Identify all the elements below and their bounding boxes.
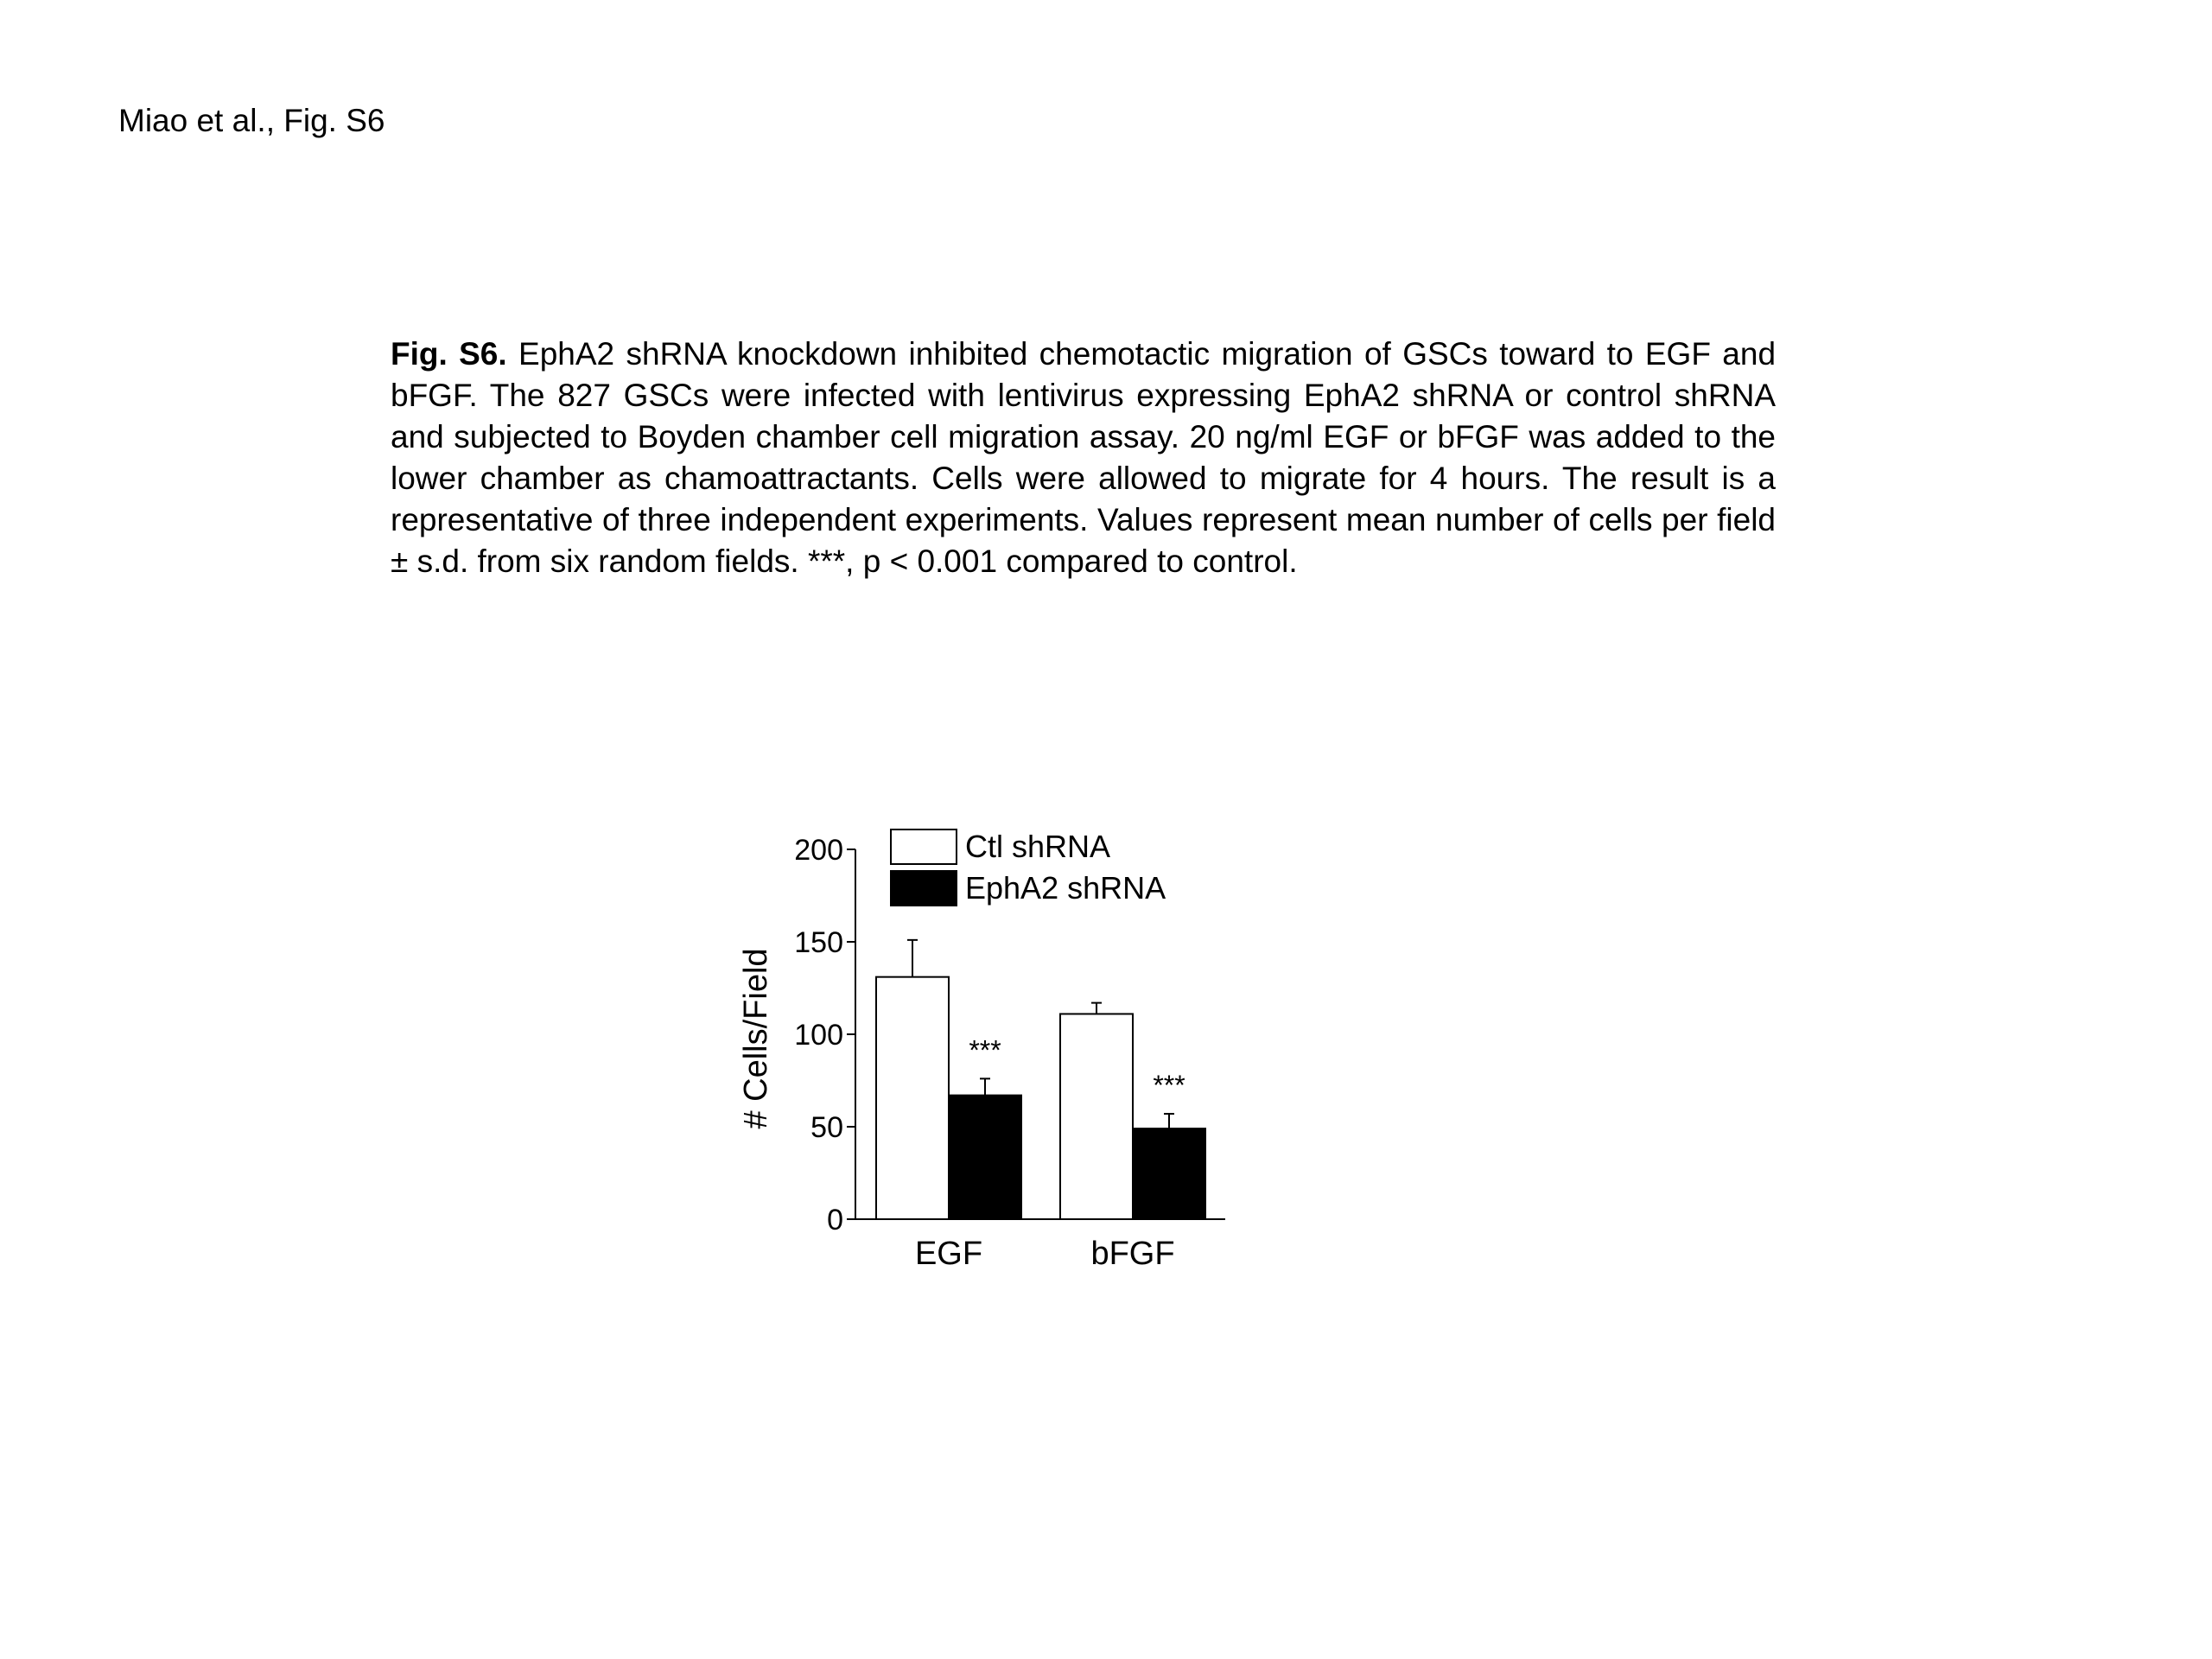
x-category-label: bFGF [1090,1236,1175,1272]
caption-body: EphA2 shRNA knockdown inhibited chemotactic migration of GSCs toward to EGF and bFGF. The 827 GSCs were infected with lentivirus expressing EphA2 shRNA or control shRNA and subjected to Boyden chamber cell migration assay. 20 ng/ml EGF or bFGF was added to the lower chamber as chamoattractants. Cells were allowed to migrate for 4 hours. The result is a representative of three independent experiments. Values represent mean number of cells per field ± s.d. from six random fields. ***, p < 0.001 compared to control. [391,336,1777,579]
bar [876,977,949,1219]
x-category-label: EGF [914,1236,983,1272]
bar [949,1096,1021,1219]
y-tick-label: 50 [810,1111,843,1144]
legend-label: EphA2 shRNA [965,870,1166,906]
y-tick-label: 0 [827,1204,843,1236]
legend-swatch [891,830,957,864]
bar [1060,1014,1133,1219]
caption-lead: Fig. S6. [391,336,507,372]
y-tick-label: 200 [794,834,843,867]
legend-label: Ctl shRNA [965,829,1111,864]
significance-marker: *** [1153,1070,1185,1102]
figure-caption [391,334,1776,582]
y-tick-label: 100 [794,1019,843,1052]
y-axis-title: # Cells/Field [738,948,774,1129]
legend-swatch [891,871,957,906]
significance-marker: *** [969,1034,1001,1066]
y-tick-label: 150 [794,926,843,959]
bar [1133,1128,1205,1219]
figure-header: Miao et al., Fig. S6 [118,103,385,138]
